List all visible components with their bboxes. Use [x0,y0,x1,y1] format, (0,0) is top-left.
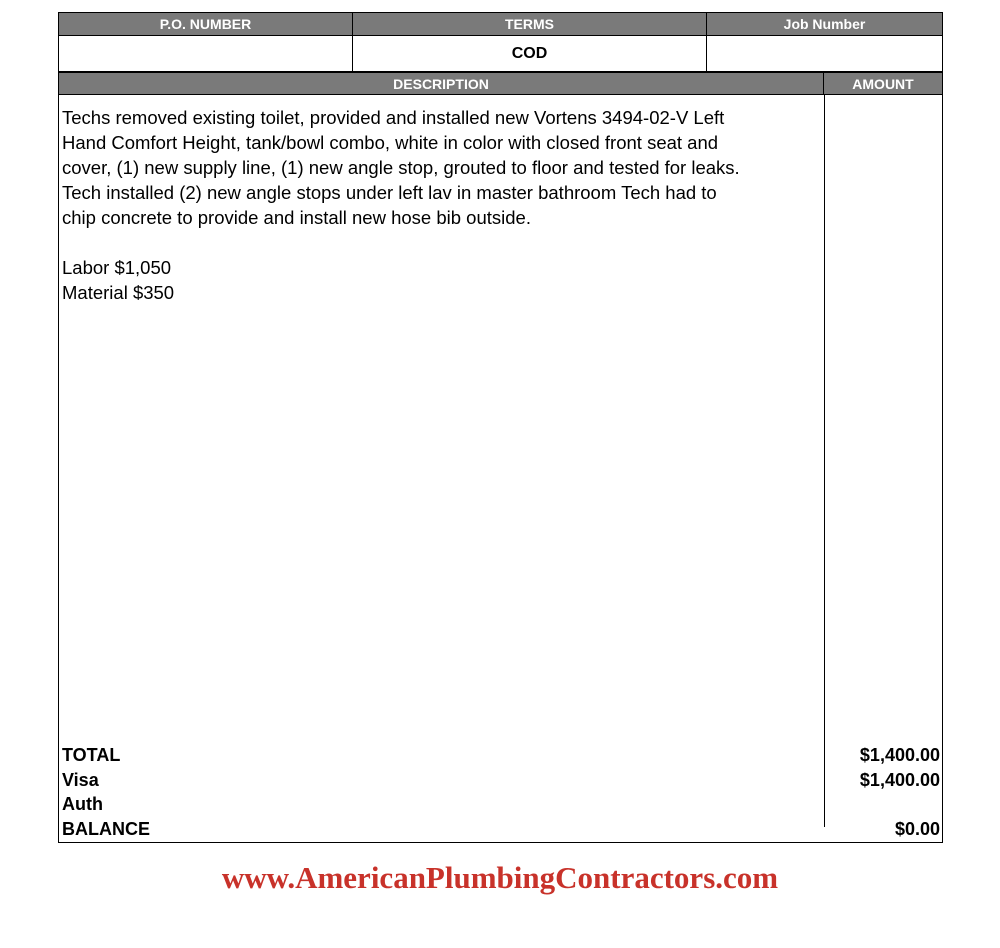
invoice-table [58,12,943,843]
amount-column-divider [824,95,825,827]
labor-line: Labor $1,050 [62,257,172,278]
po-number-header: P.O. NUMBER [58,12,353,36]
balance-label: BALANCE [62,818,150,839]
auth-label: Auth [62,794,103,814]
balance-row [62,817,940,842]
description-line: chip concrete to provide and install new hose bib outside. [62,207,531,228]
job-number-header: Job Number [707,12,943,36]
visa-amount: $1,400.00 [859,769,940,790]
total-row [62,743,940,768]
po-number-value [58,36,353,72]
description-line: Hand Comfort Height, tank/bowl combo, white in color with closed front seat and [62,132,719,153]
terms-value: COD [353,36,707,72]
description-text [62,105,807,305]
website-link[interactable]: www.AmericanPlumbingContractors.com [221,860,779,895]
header-values-row [58,36,943,72]
header-row [58,12,943,36]
description-line: Techs removed existing toilet, provided and installed new Vortens 3494-02-V Left [62,107,725,128]
invoice-body [58,95,943,843]
job-number-value [707,36,943,72]
auth-row [62,792,940,817]
description-line: Tech installed (2) new angle stops under left lav in master bathroom Tech had to [62,182,717,203]
total-amount: $1,400.00 [859,745,940,765]
description-header: DESCRIPTION [58,72,824,95]
amount-header: AMOUNT [824,72,943,95]
totals-section [62,743,940,841]
description-line: cover, (1) new supply line, (1) new angle stop, grouted to floor and tested for leaks. [62,157,740,178]
visa-label: Visa [62,769,99,790]
terms-header: TERMS [353,12,707,36]
material-line: Material $350 [62,282,175,303]
columns-header-row [58,72,943,95]
balance-amount: $0.00 [894,818,940,839]
total-label: TOTAL [62,745,121,765]
visa-row [62,768,940,793]
